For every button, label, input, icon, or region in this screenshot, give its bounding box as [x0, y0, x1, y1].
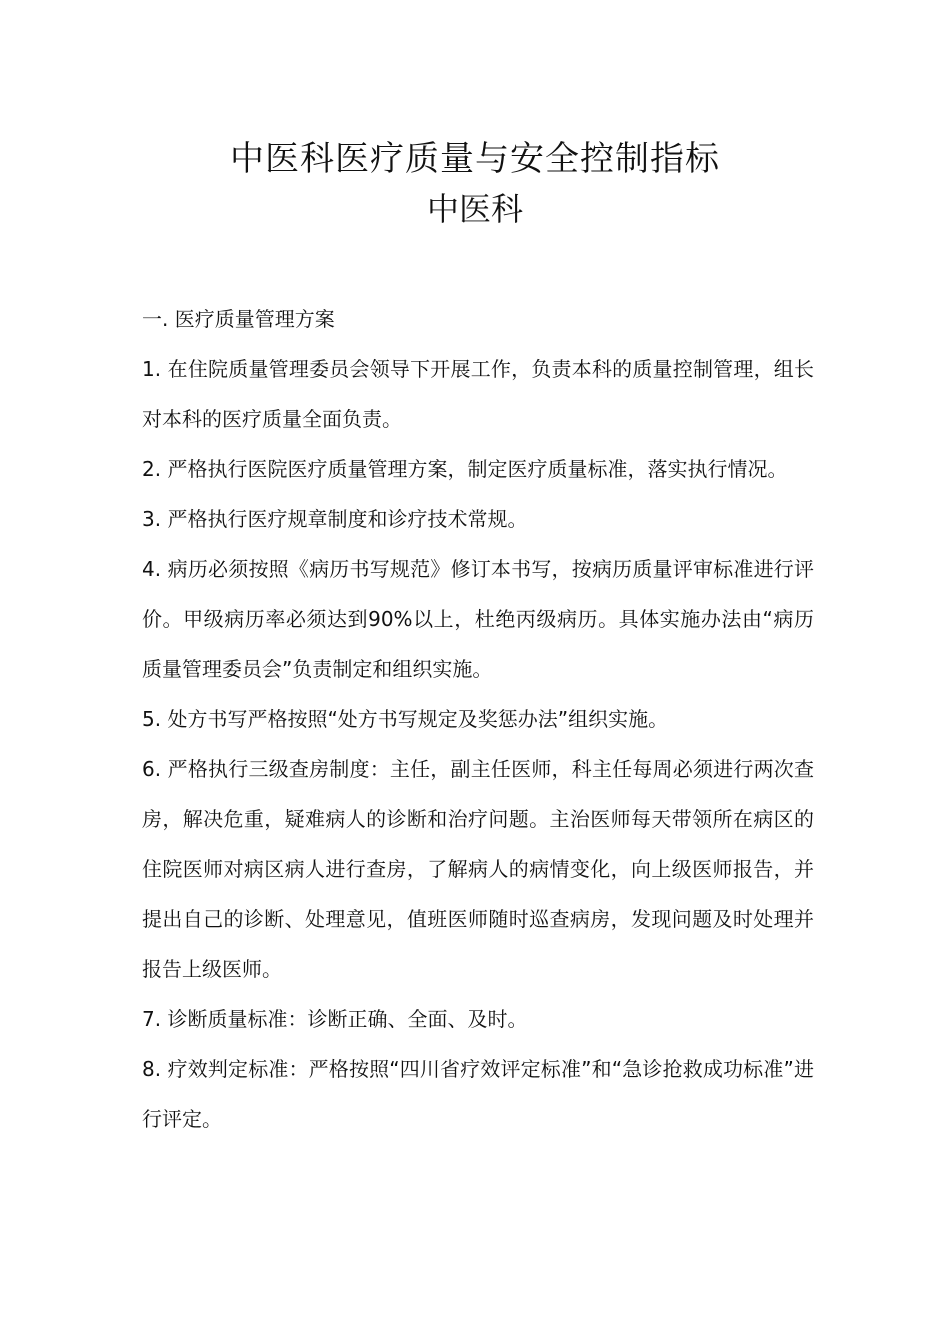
list-item: 4. 病历必须按照《病历书写规范》修订本书写，按病历质量评审标准进行评价。甲级病历率必须达到90%以上，杜绝丙级病历。具体实施办法由“病历质量管理委员会”负责制定和组织实施。: [142, 557, 814, 681]
section-heading: 一. 医疗质量管理方案: [142, 307, 335, 331]
list-item: 3. 严格执行医疗规章制度和诊疗技术常规。: [142, 507, 528, 531]
list-item: 5. 处方书写严格按照“处方书写规定及奖惩办法”组织实施。: [142, 707, 669, 731]
document-subtitle: 中医科: [426, 190, 523, 228]
list-item: 2. 严格执行医院医疗质量管理方案，制定医疗质量标准，落实执行情况。: [142, 457, 788, 481]
title-block: [0, 134, 950, 234]
list-item: 1. 在住院质量管理委员会领导下开展工作，负责本科的质量控制管理，组长对本科的医疗质量全面负责。: [142, 357, 814, 431]
list-item: 6. 严格执行三级查房制度：主任，副主任医师，科主任每周必须进行两次查房，解决危重，疑难病人的诊断和治疗问题。主治医师每天带领所在病区的住院医师对病区病人进行查房，了解病人的病情变化，向上级医师报告，并提出自己的诊断、处理意见，值班医师随时巡查病房，发现问题及时处理并报告上级医师。: [142, 757, 814, 981]
document-title: 中医科医疗质量与安全控制指标: [230, 139, 720, 179]
document-body: [142, 294, 814, 1144]
list-item: 7. 诊断质量标准：诊断正确、全面、及时。: [142, 1007, 528, 1031]
list-item: 8. 疗效判定标准：严格按照“四川省疗效评定标准”和“急诊抢救成功标准”进行评定。: [142, 1057, 814, 1131]
